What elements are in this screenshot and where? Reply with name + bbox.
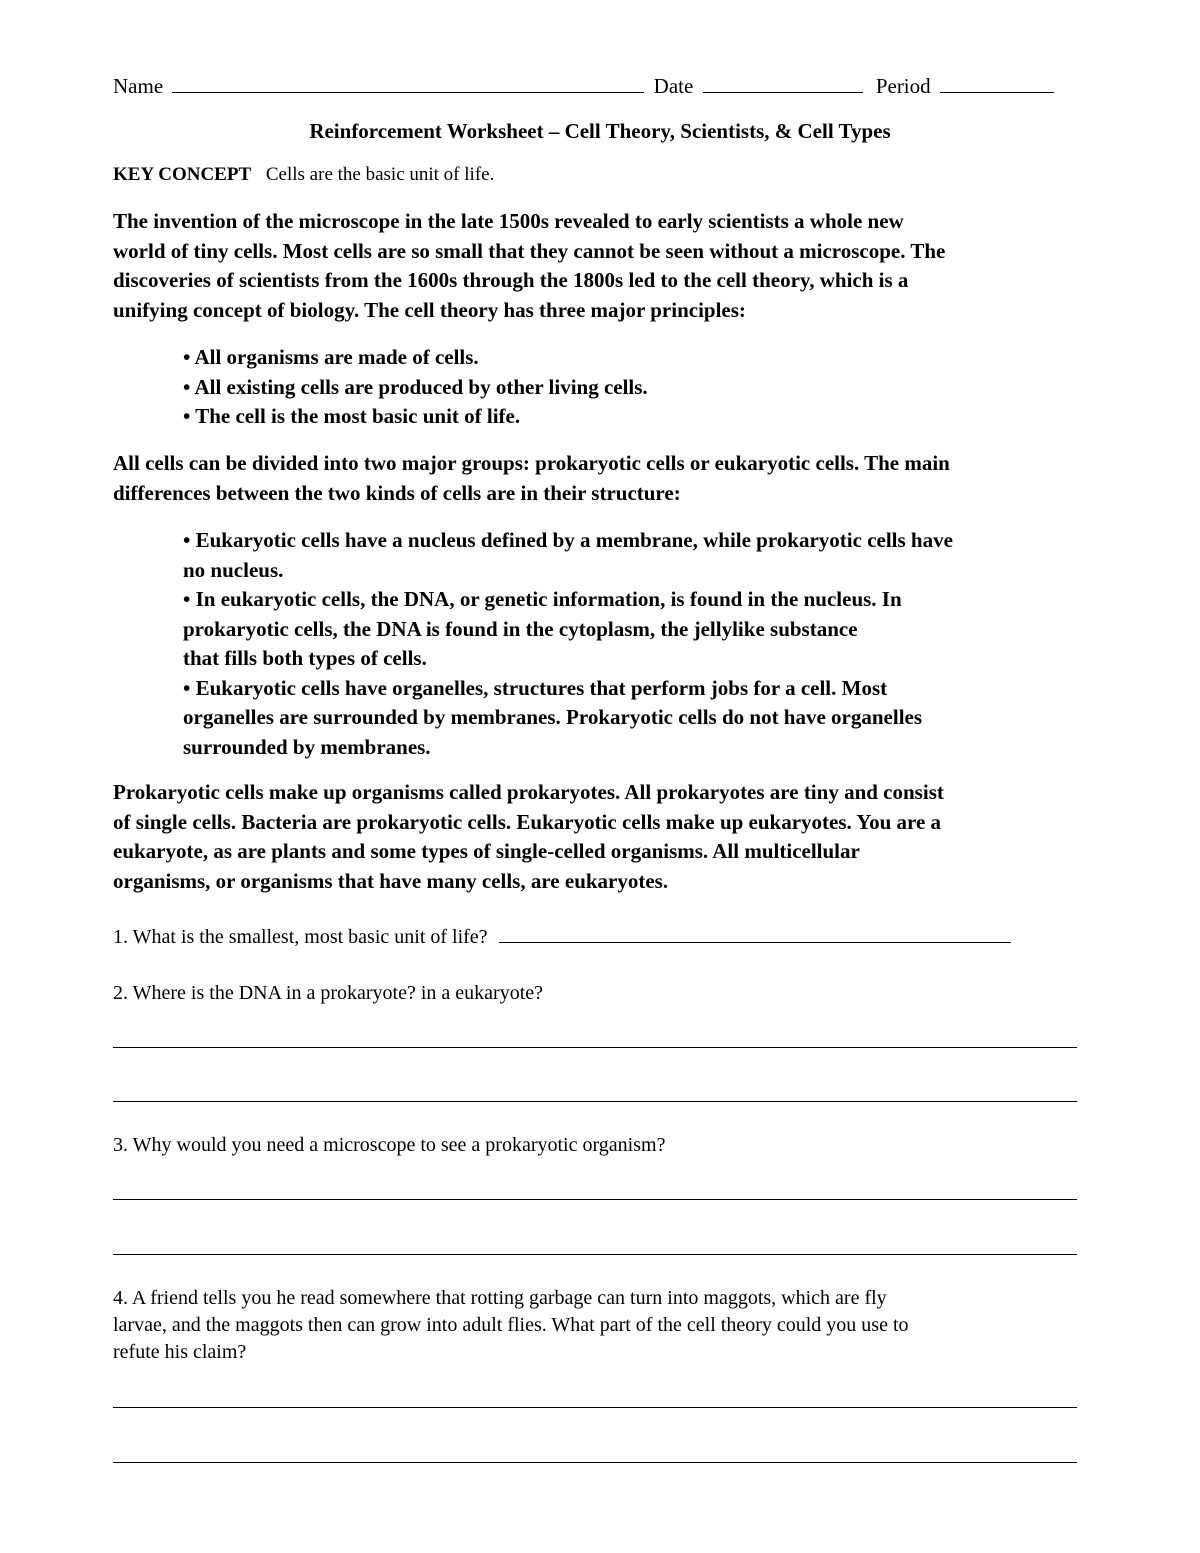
principles-list [183, 343, 648, 432]
answer-2-line-1[interactable] [113, 1047, 1077, 1048]
question-4 [113, 1285, 909, 1366]
key-concept-text: Cells are the basic unit of life. [265, 164, 495, 185]
question-4-line: 4. A friend tells you he read somewhere that rotting garbage can turn into maggots, which are fly [113, 1287, 887, 1309]
date-blank[interactable] [703, 74, 863, 93]
prokaryotes-line: organisms, or organisms that have many cells, are eukaryotes. [113, 868, 669, 893]
answer-3-line-1[interactable] [113, 1199, 1077, 1200]
date-label: Date [653, 74, 694, 98]
name-label: Name [113, 74, 164, 98]
question-2: 2. Where is the DNA in a prokaryote? in a eukaryote? [113, 982, 544, 1004]
difference-line: that fills both types of cells. [183, 646, 427, 670]
name-blank[interactable] [172, 74, 644, 93]
difference-line: prokaryotic cells, the DNA is found in the cytoplasm, the jellylike substance [183, 616, 858, 641]
answer-4-line-2[interactable] [113, 1462, 1077, 1463]
prokaryotes-line: eukaryote, as are plants and some types of single-celled organisms. All multicellular [113, 839, 860, 863]
worksheet-title: Reinforcement Worksheet – Cell Theory, Scientists, & Cell Types [309, 119, 891, 143]
question-4-line: refute his claim? [113, 1341, 247, 1363]
intro-line: discoveries of scientists from the 1600s through the 1800s led to the cell theory, which is a [113, 268, 909, 292]
header-row [113, 74, 1054, 99]
difference-line: • Eukaryotic cells have organelles, structures that perform jobs for a cell. Most [183, 675, 888, 700]
prokaryotes-paragraph [113, 778, 1103, 896]
answer-3-line-2[interactable] [113, 1254, 1077, 1255]
difference-line: • Eukaryotic cells have a nucleus defined by a membrane, while prokaryotic cells have [183, 528, 953, 552]
differences-list [183, 526, 953, 762]
question-3: 3. Why would you need a microscope to see a prokaryotic organism? [113, 1134, 666, 1156]
prokaryotes-line: of single cells. Bacteria are prokaryotic cells. Eukaryotic cells make up eukaryotes. You are a [113, 809, 942, 834]
groups-line: All cells can be divided into two major groups: prokaryotic cells or eukaryotic cells. The main [113, 451, 950, 475]
intro-paragraph [113, 207, 1103, 325]
principle-item: • The cell is the most basic unit of life. [183, 404, 521, 428]
answer-2-line-2[interactable] [113, 1101, 1077, 1102]
answer-1-blank[interactable] [499, 924, 1011, 943]
period-label: Period [875, 74, 931, 98]
question-1 [113, 924, 1011, 951]
principle-item: • All existing cells are produced by other living cells. [183, 374, 648, 399]
prokaryotes-line: Prokaryotic cells make up organisms called prokaryotes. All prokaryotes are tiny and consist [113, 780, 944, 804]
difference-line: • In eukaryotic cells, the DNA, or genetic information, is found in the nucleus. In [183, 587, 902, 611]
intro-line: The invention of the microscope in the late 1500s revealed to early scientists a whole new [113, 209, 904, 233]
groups-line: differences between the two kinds of cells are in their structure: [113, 480, 681, 505]
key-concept [113, 164, 494, 186]
question-4-line: larvae, and the maggots then can grow into adult flies. What part of the cell theory could you use to [113, 1314, 909, 1336]
difference-line: organelles are surrounded by membranes. Prokaryotic cells do not have organelles [183, 705, 923, 729]
intro-line: unifying concept of biology. The cell theory has three major principles: [113, 297, 746, 322]
key-concept-label: KEY CONCEPT [113, 164, 252, 185]
difference-line: no nucleus. [183, 557, 284, 582]
groups-paragraph [113, 449, 1103, 508]
question-1-text: 1. What is the smallest, most basic unit of life? [113, 926, 488, 948]
principle-item: • All organisms are made of cells. [183, 345, 479, 369]
intro-line: world of tiny cells. Most cells are so small that they cannot be seen without a microscope. The [113, 238, 946, 263]
difference-line: surrounded by membranes. [183, 734, 431, 759]
answer-4-line-1[interactable] [113, 1407, 1077, 1408]
period-blank[interactable] [940, 74, 1054, 93]
